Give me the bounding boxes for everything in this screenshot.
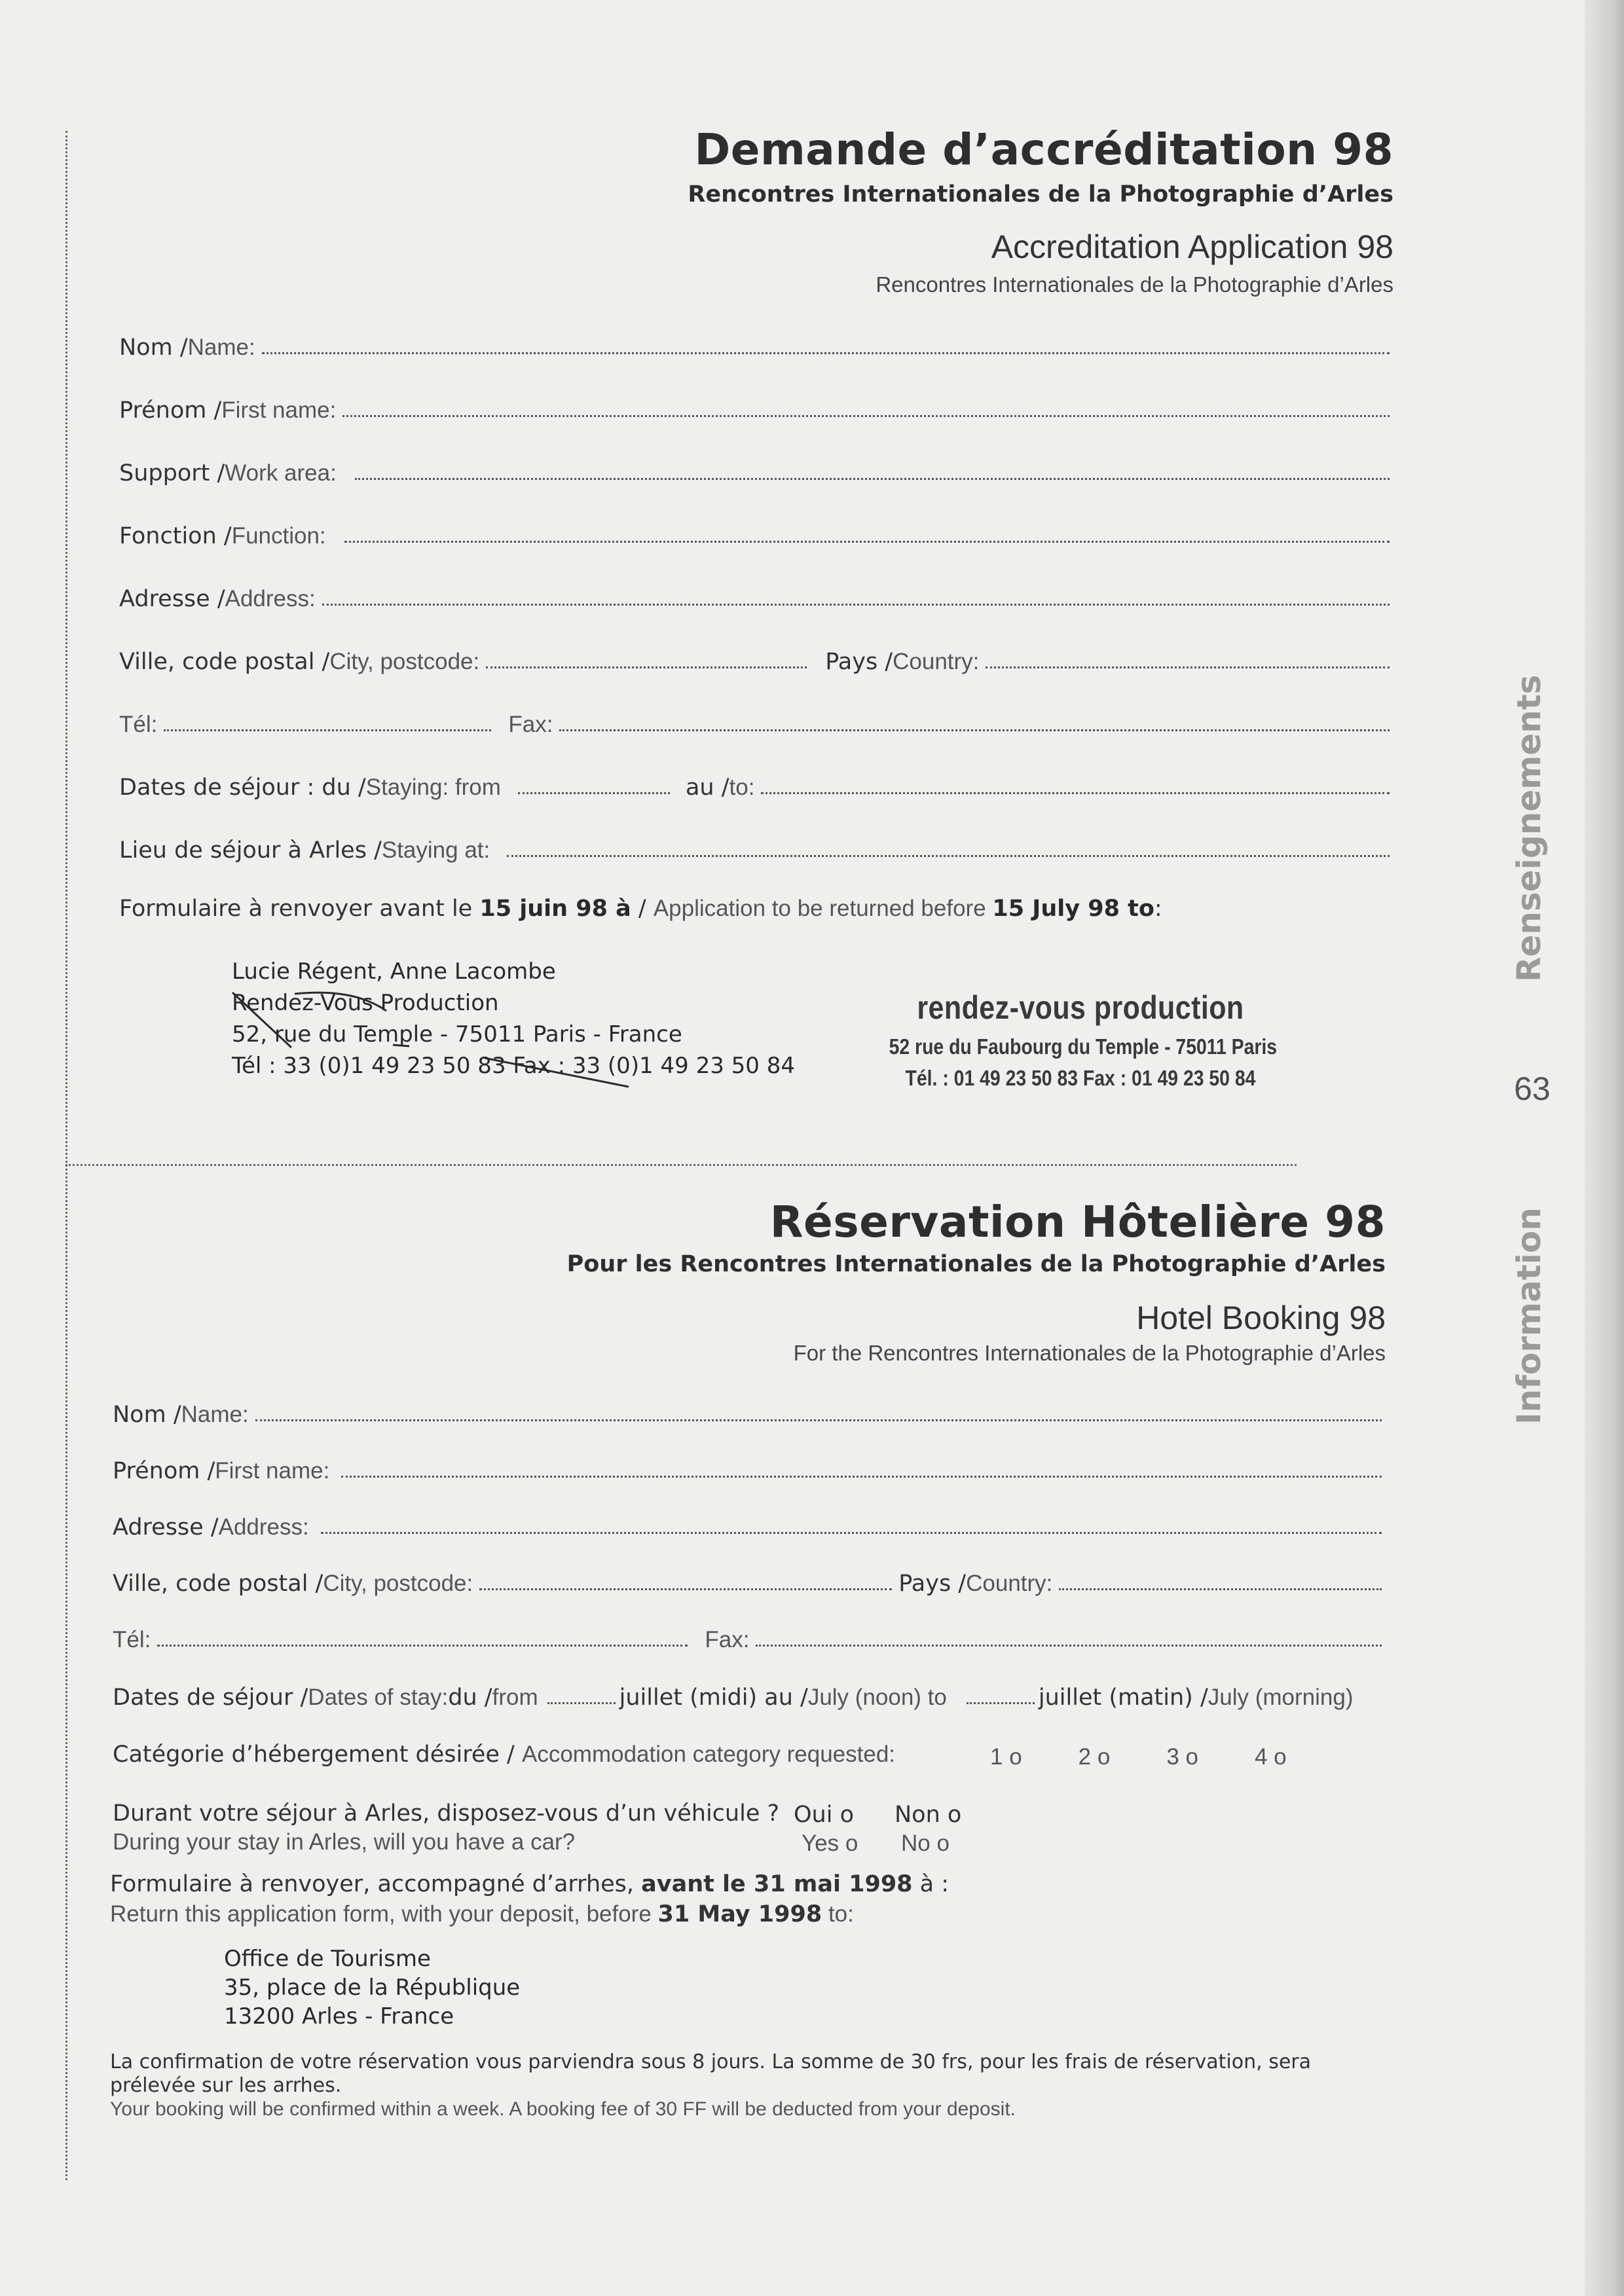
field-label-fr: Fonction / [119,522,232,549]
field-label-fr: Prénom / [119,397,222,424]
return-separator: / [631,896,654,922]
return-end-en: to: [822,1901,854,1927]
category-option-4[interactable]: 4 o [1254,1744,1287,1770]
category-label-en: Accommodation category requested: [521,1741,896,1767]
hotel-category-label [113,1741,895,1768]
page-number: 63 [1514,1070,1551,1107]
confirmation-note-fr-line1: La confirmation de votre réservation vous parviendra sous 8 jours. La somme de 30 frs, pour les frais de réservation, sera [110,2050,1311,2073]
address-line: 13200 Arles - France [224,2003,454,2030]
city-fill-in-line[interactable] [479,1588,892,1590]
return-date-fr: 15 juin 98 à [479,896,631,922]
car-yes-option-en-text: Yes o [802,1831,858,1856]
to-label-en: to: [729,774,755,800]
accreditation-tel-fax-field[interactable] [119,704,1393,737]
field-label-fr: Lieu de séjour à Arles / [119,837,382,864]
address-line: Rendez-Vous Production [232,990,499,1016]
accreditation-address-field[interactable] [119,579,1393,611]
accreditation-dates-field[interactable] [119,767,1393,800]
field-label-en: City, postcode: [323,1570,473,1596]
accreditation-title-fr: Demande d’accréditation 98 [694,124,1393,175]
hotel-subtitle-en: For the Rencontres Internationales de la Photographie d’Arles [793,1341,1386,1365]
strike-mark [393,1045,409,1046]
fax-fill-in-line[interactable] [756,1645,1382,1647]
dates-label-en: Dates of stay: [308,1684,449,1710]
return-text-en: Application to be returned before [653,896,993,921]
field-label-en: First name: [221,397,337,423]
handwritten-strike-marks [223,982,681,1093]
hotel-name-field[interactable] [113,1394,1386,1427]
hotel-first-name-field[interactable] [113,1451,1386,1484]
fill-in-line[interactable] [341,1476,1382,1478]
car-yes-option-en[interactable] [802,1831,858,1857]
strike-mark [232,993,291,1048]
to-fill-in-line[interactable] [761,792,1390,794]
hotel-city-country-field[interactable] [113,1563,1386,1596]
fill-in-line[interactable] [262,352,1390,354]
fax-fill-in-line[interactable] [559,729,1390,731]
field-label-en: Address: [218,1514,309,1540]
side-label-information: Information [1510,1207,1548,1425]
car-question-fr: Durant votre séjour à Arles, disposez-vous d’un véhicule ? [113,1800,780,1827]
hotel-title-fr: Réservation Hôtelière 98 [769,1197,1386,1247]
hotel-address-field[interactable] [113,1507,1386,1540]
return-text-en: Return this application form, with your deposit, before [110,1901,658,1927]
field-label-fr: Ville, code postal / [113,1570,323,1597]
city-fill-in-line[interactable] [486,666,807,668]
fill-in-line[interactable] [344,541,1390,543]
from-label-fr: du / [448,1684,492,1711]
morning-label-en: July (morning) [1208,1684,1354,1710]
country-fill-in-line[interactable] [986,666,1390,668]
fill-in-line[interactable] [321,1532,1382,1534]
country-label-fr: Pays / [825,648,893,675]
return-end: : [1154,896,1162,922]
hotel-subtitle-fr: Pour les Rencontres Internationales de la Photographie d’Arles [566,1251,1386,1277]
return-end-fr: à : [912,1871,950,1897]
fill-in-line[interactable] [507,855,1390,857]
confirmation-note-en [110,2096,1016,2122]
to-day-fill-in-line[interactable] [967,1702,1035,1704]
country-fill-in-line[interactable] [1059,1588,1382,1590]
accreditation-staying-at-field[interactable] [119,830,1393,863]
field-label-en: Staying: from [365,774,501,800]
rendez-vous-stamp [858,989,1303,1091]
return-text-fr: Formulaire à renvoyer, accompagné d’arrhes, [110,1871,642,1897]
car-no-option-en-text: No o [901,1831,950,1856]
accreditation-subtitle-en: Rencontres Internationales de la Photographie d’Arles [876,272,1393,297]
accreditation-support-field[interactable] [119,453,1393,486]
fax-label: Fax: [705,1626,750,1652]
hotel-tel-fax-field[interactable] [113,1620,1386,1652]
to-label-fr: au / [685,774,729,801]
field-label-fr: Adresse / [119,585,225,612]
confirmation-note-en-text: Your booking will be confirmed within a week. A booking fee of 30 FF will be deducted from your deposit. [110,2098,1016,2120]
category-option-2[interactable]: 2 o [1078,1744,1111,1770]
address-line: 52, rue du Temple - 75011 Paris - France [232,1021,682,1048]
stamp-phone-fax: Tél. : 01 49 23 50 83 Fax : 01 49 23 50 84 [905,1066,1256,1090]
return-date-en: 15 July 98 to [992,896,1154,922]
dates-label-fr: Dates de séjour / [113,1684,308,1711]
country-label-fr: Pays / [898,1570,967,1597]
accreditation-subtitle-fr: Rencontres Internationales de la Photographie d’Arles [688,181,1393,208]
category-option-3[interactable]: 3 o [1166,1744,1198,1770]
category-option-1[interactable]: 1 o [990,1744,1022,1770]
field-label-en: Work area: [225,460,337,486]
from-day-fill-in-line[interactable] [547,1702,616,1704]
tel-label: Tél: [119,711,158,737]
confirmation-note-fr-line2: prélevée sur les arrhes. [110,2074,342,2097]
vertical-cut-line [65,131,67,2180]
strike-mark [295,993,386,1011]
field-label-en: City, postcode: [329,648,480,674]
fax-label: Fax: [508,711,553,737]
noon-label-en: July (noon) to [807,1684,947,1710]
return-date-fr: avant le 31 mai 1998 [641,1871,913,1897]
hotel-return-instructions-fr [110,1871,949,1897]
field-label-en: Address: [225,585,316,611]
side-label-renseignements: Renseignements [1510,674,1548,982]
fill-in-line[interactable] [342,415,1390,417]
field-label-fr: Support / [119,460,225,486]
strike-mark [485,1058,629,1087]
from-label-en: from [492,1684,538,1710]
accreditation-function-field[interactable] [119,516,1393,549]
field-label-fr: Prénom / [113,1457,215,1484]
morning-label-fr: juillet (matin) / [1038,1684,1208,1711]
country-label-en: Country: [893,648,980,674]
field-label-en: First name: [215,1457,330,1484]
field-label-en: Staying at: [381,837,490,863]
car-no-option-en[interactable] [901,1831,950,1857]
fill-in-line[interactable] [355,478,1390,480]
tel-fill-in-line[interactable] [164,729,491,731]
field-label-en: Name: [187,334,255,360]
return-text-fr: Formulaire à renvoyer avant le [119,896,480,922]
stamp-street: 52 rue du Faubourg du Temple - 75011 Paris [889,1034,1278,1059]
car-question-en [113,1829,575,1855]
address-line: Tél : 33 (0)1 49 23 50 83 Fax : 33 (0)1 49 23 50 84 [232,1053,795,1079]
hotel-dates-field[interactable] [113,1677,1386,1710]
country-label-en: Country: [966,1570,1053,1596]
car-no-option-fr[interactable]: Non o [895,1802,962,1828]
field-label-fr: Nom / [119,334,188,361]
hotel-mailing-address [224,1944,520,2031]
tel-fill-in-line[interactable] [157,1645,688,1647]
fill-in-line[interactable] [255,1419,1382,1421]
field-label-fr: Dates de séjour : du / [119,774,366,801]
field-label-fr: Adresse / [113,1514,219,1540]
tel-label: Tél: [113,1626,151,1652]
stamp-company-name: rendez-vous production [917,989,1244,1026]
hotel-title-en: Hotel Booking 98 [1136,1300,1386,1336]
field-label-en: Function: [231,522,326,549]
field-label-fr: Ville, code postal / [119,648,330,675]
from-fill-in-line[interactable] [518,792,670,794]
address-line: 35, place de la République [224,1975,521,2001]
return-date-en: 31 May 1998 [657,1901,822,1927]
accreditation-title-en: Accreditation Application 98 [991,228,1393,265]
accreditation-city-country-field[interactable] [119,642,1393,674]
page-binding-shadow [1585,0,1624,2296]
hotel-return-instructions-en [110,1901,854,1927]
accreditation-name-field[interactable] [119,327,1393,360]
accreditation-first-name-field[interactable] [119,390,1393,423]
field-label-fr: Nom / [113,1401,181,1428]
accreditation-return-instructions [119,894,1162,924]
horizontal-cut-line [65,1164,1297,1166]
hotel-category-options [990,1744,1287,1770]
field-label-en: Name: [181,1401,249,1427]
address-line: Lucie Régent, Anne Lacombe [232,958,556,985]
noon-label-fr: juillet (midi) au / [619,1684,808,1711]
car-yes-option-fr[interactable]: Oui o [794,1802,854,1828]
address-line: Office de Tourisme [224,1946,431,1972]
fill-in-line[interactable] [322,604,1390,606]
car-question-en-text: During your stay in Arles, will you have a car? [113,1829,576,1855]
category-label-fr: Catégorie d’hébergement désirée / [113,1741,522,1768]
